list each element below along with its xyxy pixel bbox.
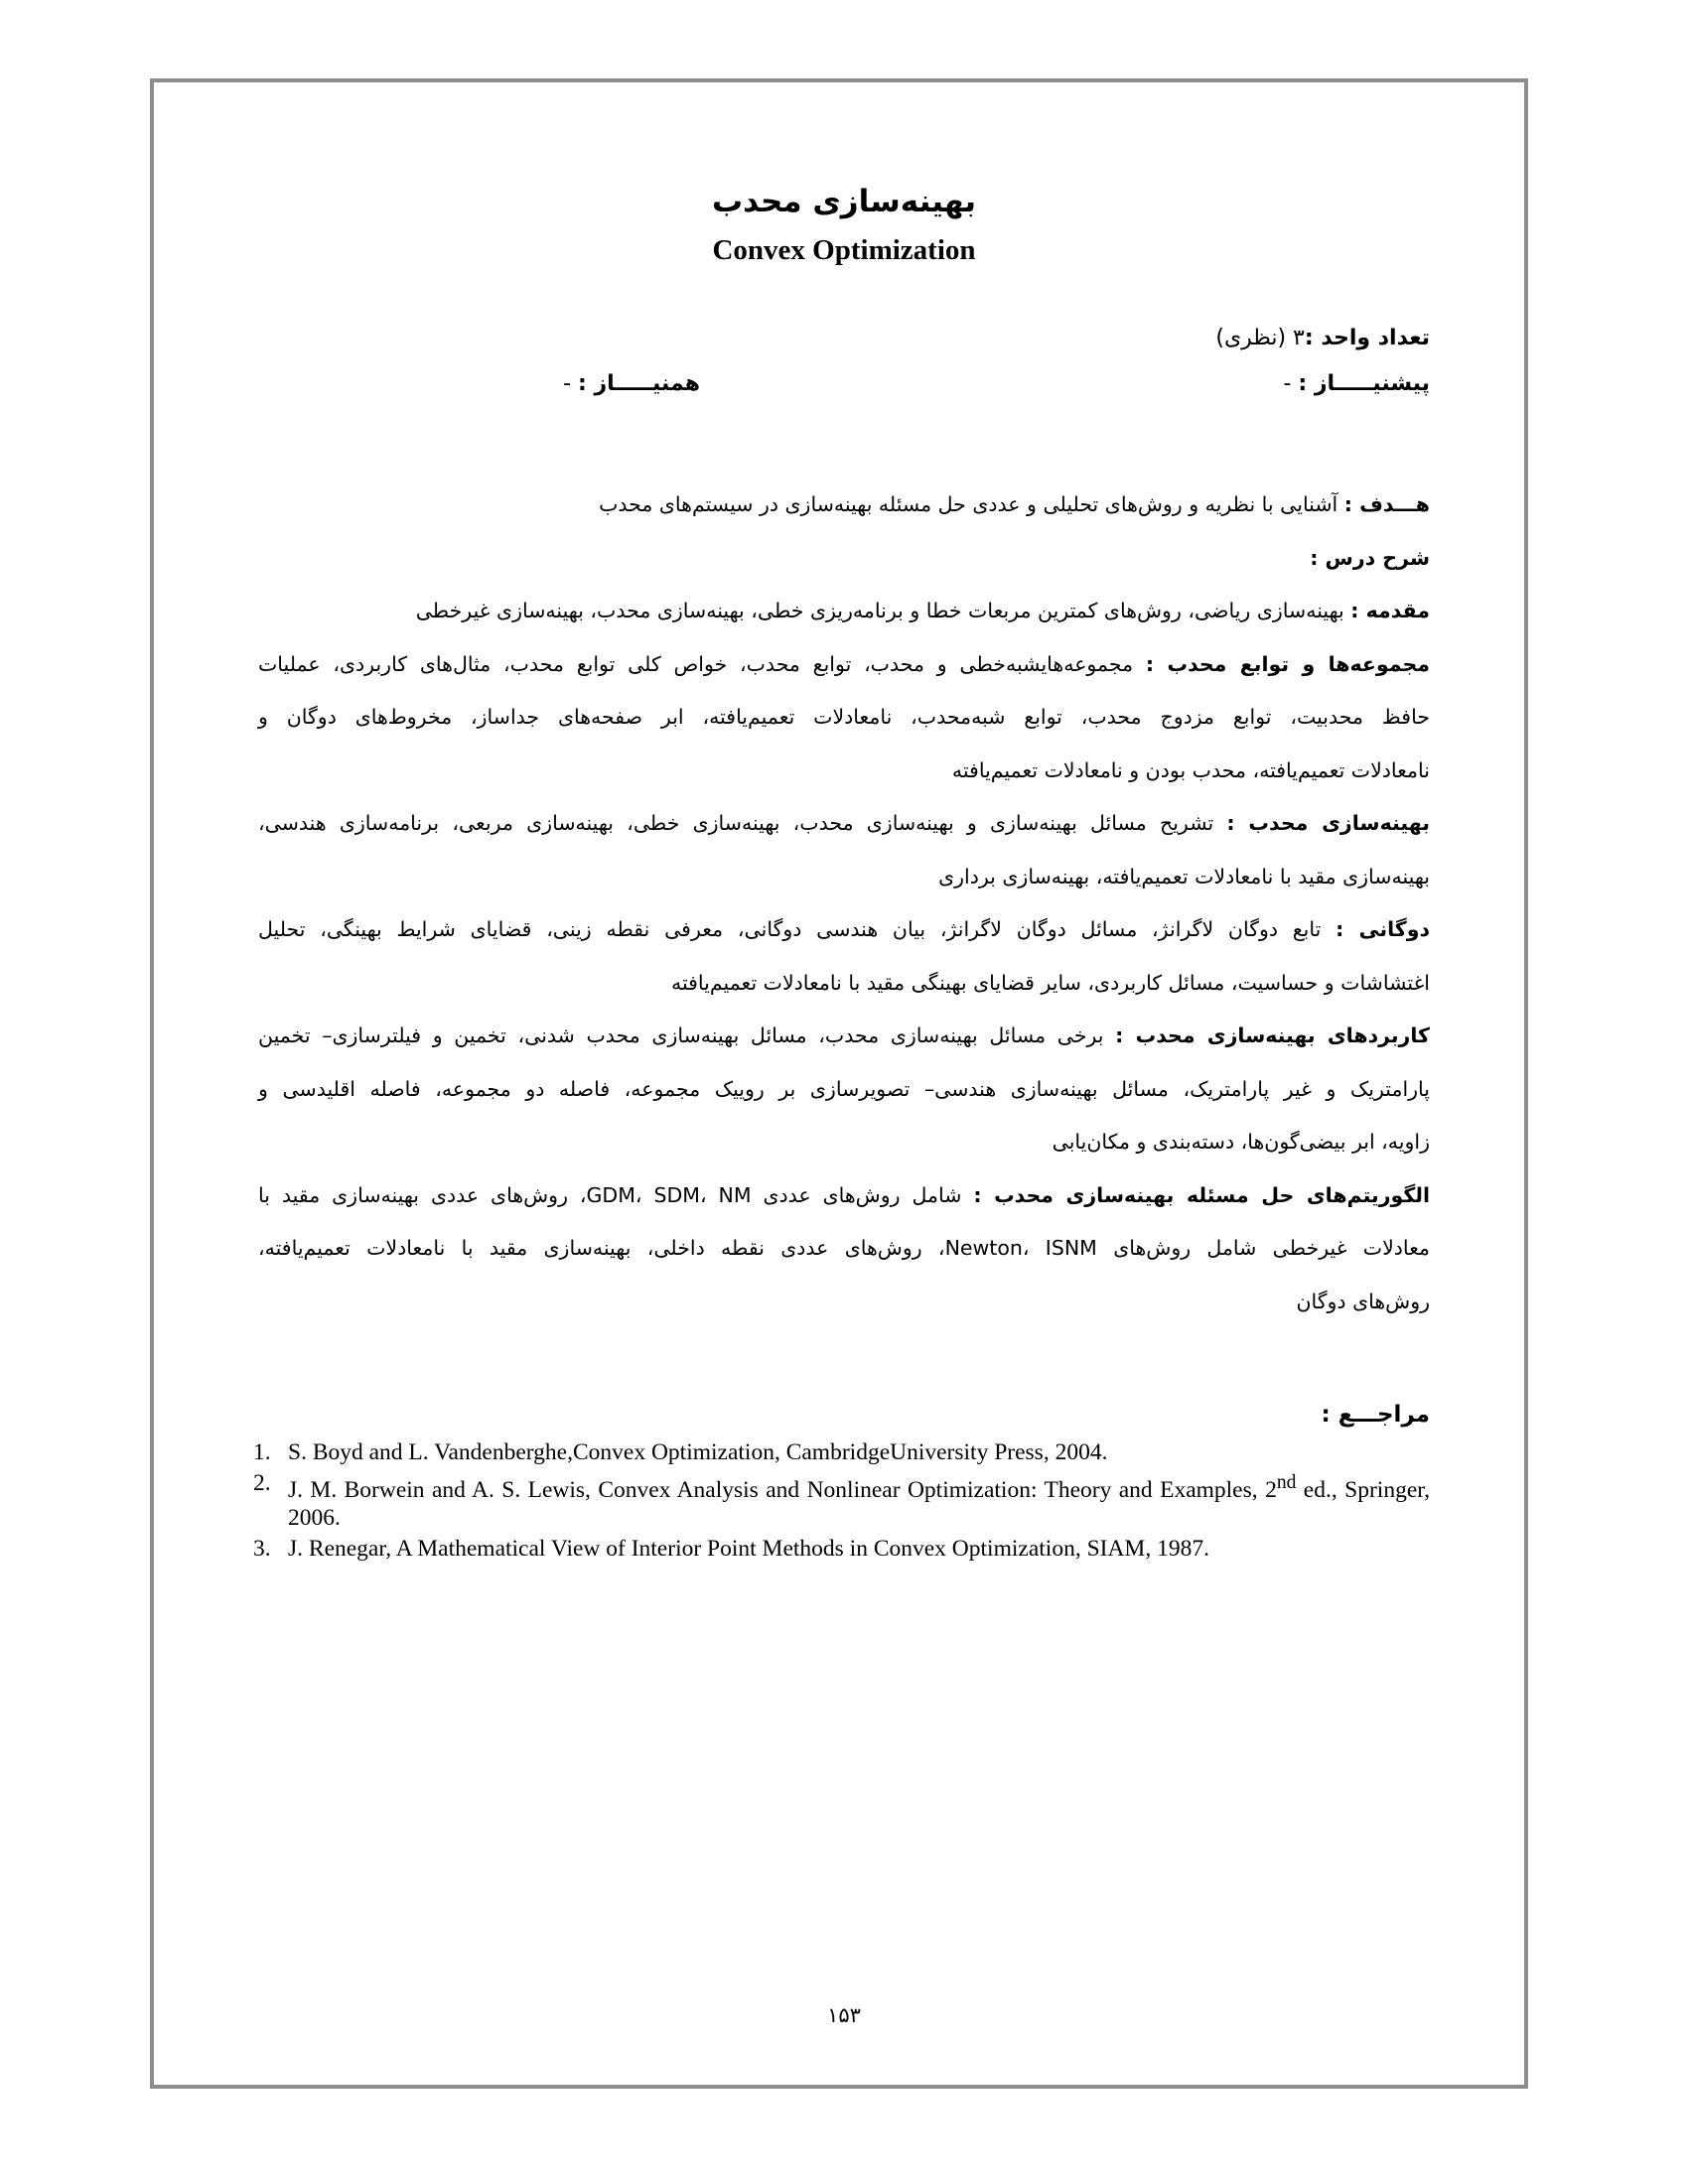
section-heading: شرح درس : [1310,545,1430,570]
section-heading: دوگانی : [1336,917,1430,941]
body-line [258,757,1430,814]
references-list [253,1438,1430,1566]
body-line [258,707,1430,760]
section-text: اغتشاشات و حساسیت، مسائل کاربردی، سایر قضایای بهینگی مقید با نامعادلات تعمیم‌یافته [670,970,1430,995]
course-description [258,494,1430,1344]
reference-number: 2. [253,1470,271,1496]
units-label: تعداد واحد : [1304,326,1430,350]
body-line [258,864,1430,920]
reference-item [253,1469,1430,1532]
body-line [258,1076,1430,1133]
section-text: تشریح مسائل بهینه‌سازی و بهینه‌سازی محدب، بهینه‌سازی خطی، بهینه‌سازی مربعی، برنامه‌سازی هندسی، [258,811,1227,835]
section-text: روش‌های دوگان [1296,1289,1430,1313]
reference-text: J. Renegar, A Mathematical View of Interior Point Methods in Convex Optimization, SIAM, 1987. [288,1535,1209,1562]
body-line [258,545,1430,602]
reference-number: 3. [253,1535,271,1562]
reference-item [253,1535,1430,1563]
section-text: معادلات غیرخطی شامل روش‌های Newton، ISNM، روش‌های عددی نقطه داخلی، بهینه‌سازی مقید با نامعادلات تعمیم‌یافته، [258,1236,1431,1260]
coreq-label: همنیـــــاز : [578,371,700,396]
section-heading: الگوریتم‌های حل مسئله بهینه‌سازی محدب : [973,1182,1430,1207]
coreq-value: - [563,371,572,396]
body-line [258,494,1430,548]
body-line [258,1238,1430,1292]
prereq-label: پیشنیـــــاز : [1298,371,1430,396]
reference-number: 1. [253,1439,271,1465]
course-title-en: Convex Optimization [712,234,976,266]
body-line [258,1025,1430,1079]
section-text: زاویه، ابر بیضی‌گون‌ها، دسته‌بندی و مکان‌یابی [1052,1130,1430,1154]
course-title-fa: بهینه‌سازی محدب [712,184,976,219]
section-heading: هـــدف : [1343,492,1430,516]
body-line [258,1132,1430,1185]
section-heading: کاربردهای بهینه‌سازی محدب : [1115,1024,1430,1047]
prereq-row [258,371,1430,411]
prereq-value: - [1283,371,1292,396]
body-line [258,601,1430,654]
section-heading: مجموعه‌ها و توابع محدب : [1145,651,1430,676]
section-heading: مقدمه : [1350,599,1430,622]
section-text: نامعادلات تعمیم‌یافته، محدب بودن و نامعادلات تعمیم‌یافته [951,757,1430,782]
section-text: بهینه‌سازی ریاضی، روش‌های کمترین مربعات خطا و برنامه‌ریزی خطی، بهینه‌سازی محدب، بهینه‌سازی غیرخطی [415,599,1351,622]
body-line [258,1182,1430,1239]
reference-text: J. M. Borwein and A. S. Lewis, Convex Analysis and Nonlinear Optimization: Theory and Examples, [288,1476,1258,1503]
reference-text: S. Boyd and L. Vandenberghe,Convex Optimization, CambridgeUniversity Press, 2004. [288,1439,1108,1465]
section-text: برخی مسائل بهینه‌سازی محدب، مسائل بهینه‌سازی محدب شدنی، تخمین و فیلترسازی– تخمین [258,1024,1116,1047]
section-text: مجموعه‌هایشبه‌خطی و محدب، توابع محدب، خواص کلی توابع محدب، مثال‌های کاربردی، عملیات [258,651,1146,676]
body-line [258,651,1430,708]
section-text: حافظ محدبیت، توابع مزدوج محدب، توابع شبه‌محدب، نامعادلات تعمیم‌یافته، ابر صفحه‌های جداساز، مخروط‌های دوگان و [258,705,1430,729]
references-heading: مراجـــع : [1321,1402,1430,1428]
prerequisite [1283,371,1430,396]
units-line [1215,326,1430,350]
body-line [258,813,1430,867]
body-line [258,970,1430,1026]
body-line [258,1289,1430,1345]
reference-item [253,1438,1430,1466]
reference-edition: 2nd ed., Springer, 2006. [288,1472,1431,1531]
section-text: آشنایی با نظریه و روش‌های تحلیلی و عددی حل مسئله بهینه‌سازی در سیستم‌های محدب [599,492,1344,516]
page-number: ۱۵۳ [827,2003,861,2027]
section-text: بهینه‌سازی مقید با نامعادلات تعمیم‌یافته، بهینه‌سازی برداری [938,864,1430,888]
corequisite [563,371,700,396]
section-text: تابع دوگان لاگرانژ، مسائل دوگان لاگرانژ، بیان هندسی دوگانی، معرفی نقطه زینی، قضایای شرایط بهینگی، تحلیل [258,917,1336,941]
body-line [258,919,1430,973]
section-text: پارامتریک و غیر پارامتریک، مسائل بهینه‌سازی هندسی– تصویرسازی بر روییک مجموعه، فاصله دو مجموعه، فاصله اقلیدسی و [258,1076,1430,1101]
units-value: ۳ (نظری) [1215,326,1305,350]
section-heading: بهینه‌سازی محدب : [1226,811,1430,835]
section-text: شامل روش‌های عددی GDM، SDM، NM، روش‌های عددی بهینه‌سازی مقید با [258,1182,974,1207]
